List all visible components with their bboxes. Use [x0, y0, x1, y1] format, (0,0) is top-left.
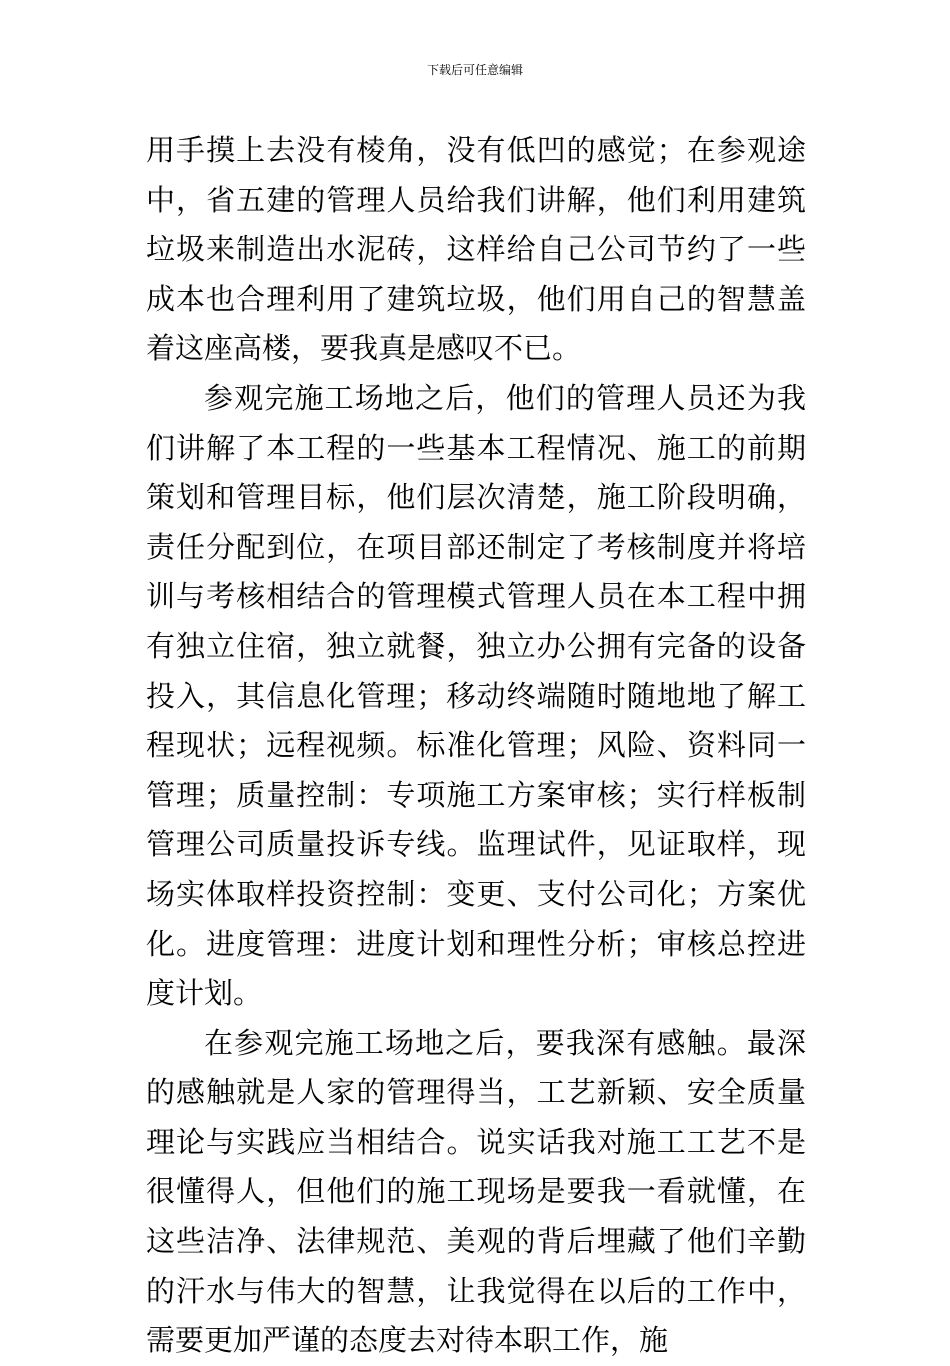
document-body — [146, 126, 806, 1366]
paragraph-reflection: 在参观完施工场地之后，要我深有感触。最深的感触就是人家的管理得当，工艺新颖、安全质量理论与实践应当相结合。说实话我对施工工艺不是很懂得人，但他们的施工现场是要我一看就懂，在这些洁净、法律规范、美观的背后埋藏了他们辛勤的汗水与伟大的智慧，让我觉得在以后的工作中，需要更加严谨的态度去对待本职工作，施 — [146, 1025, 806, 1358]
page-header: 下载后可任意编辑 — [426, 63, 523, 77]
paragraph-continuation: 用手摸上去没有棱角，没有低凹的感觉；在参观途中，省五建的管理人员给我们讲解，他们利用建筑垃圾来制造出水泥砖，这样给自己公司节约了一些成本也合理利用了建筑垃圾，他们用自己的智慧盖着这座高楼，要我真是感叹不已。 — [146, 133, 806, 366]
paragraph-management-overview: 参观完施工场地之后，他们的管理人员还为我们讲解了本工程的一些基本工程情况、施工的前期策划和管理目标，他们层次清楚，施工阶段明确，责任分配到位，在项目部还制定了考核制度并将培训与考核相结合的管理模式管理人员在本工程中拥有独立住宿，独立就餐，独立办公拥有完备的设备投入，其信息化管理；移动终端随时随地地了解工程现状；远程视频。标准化管理；风险、资料同一管理；质量控制：专项施工方案审核；实行样板制管理公司质量投诉专线。监理试件，见证取样，现场实体取样投资控制：变更、支付公司化；方案优化。进度管理：进度计划和理性分析；审核总控进度计划。 — [146, 380, 806, 1011]
